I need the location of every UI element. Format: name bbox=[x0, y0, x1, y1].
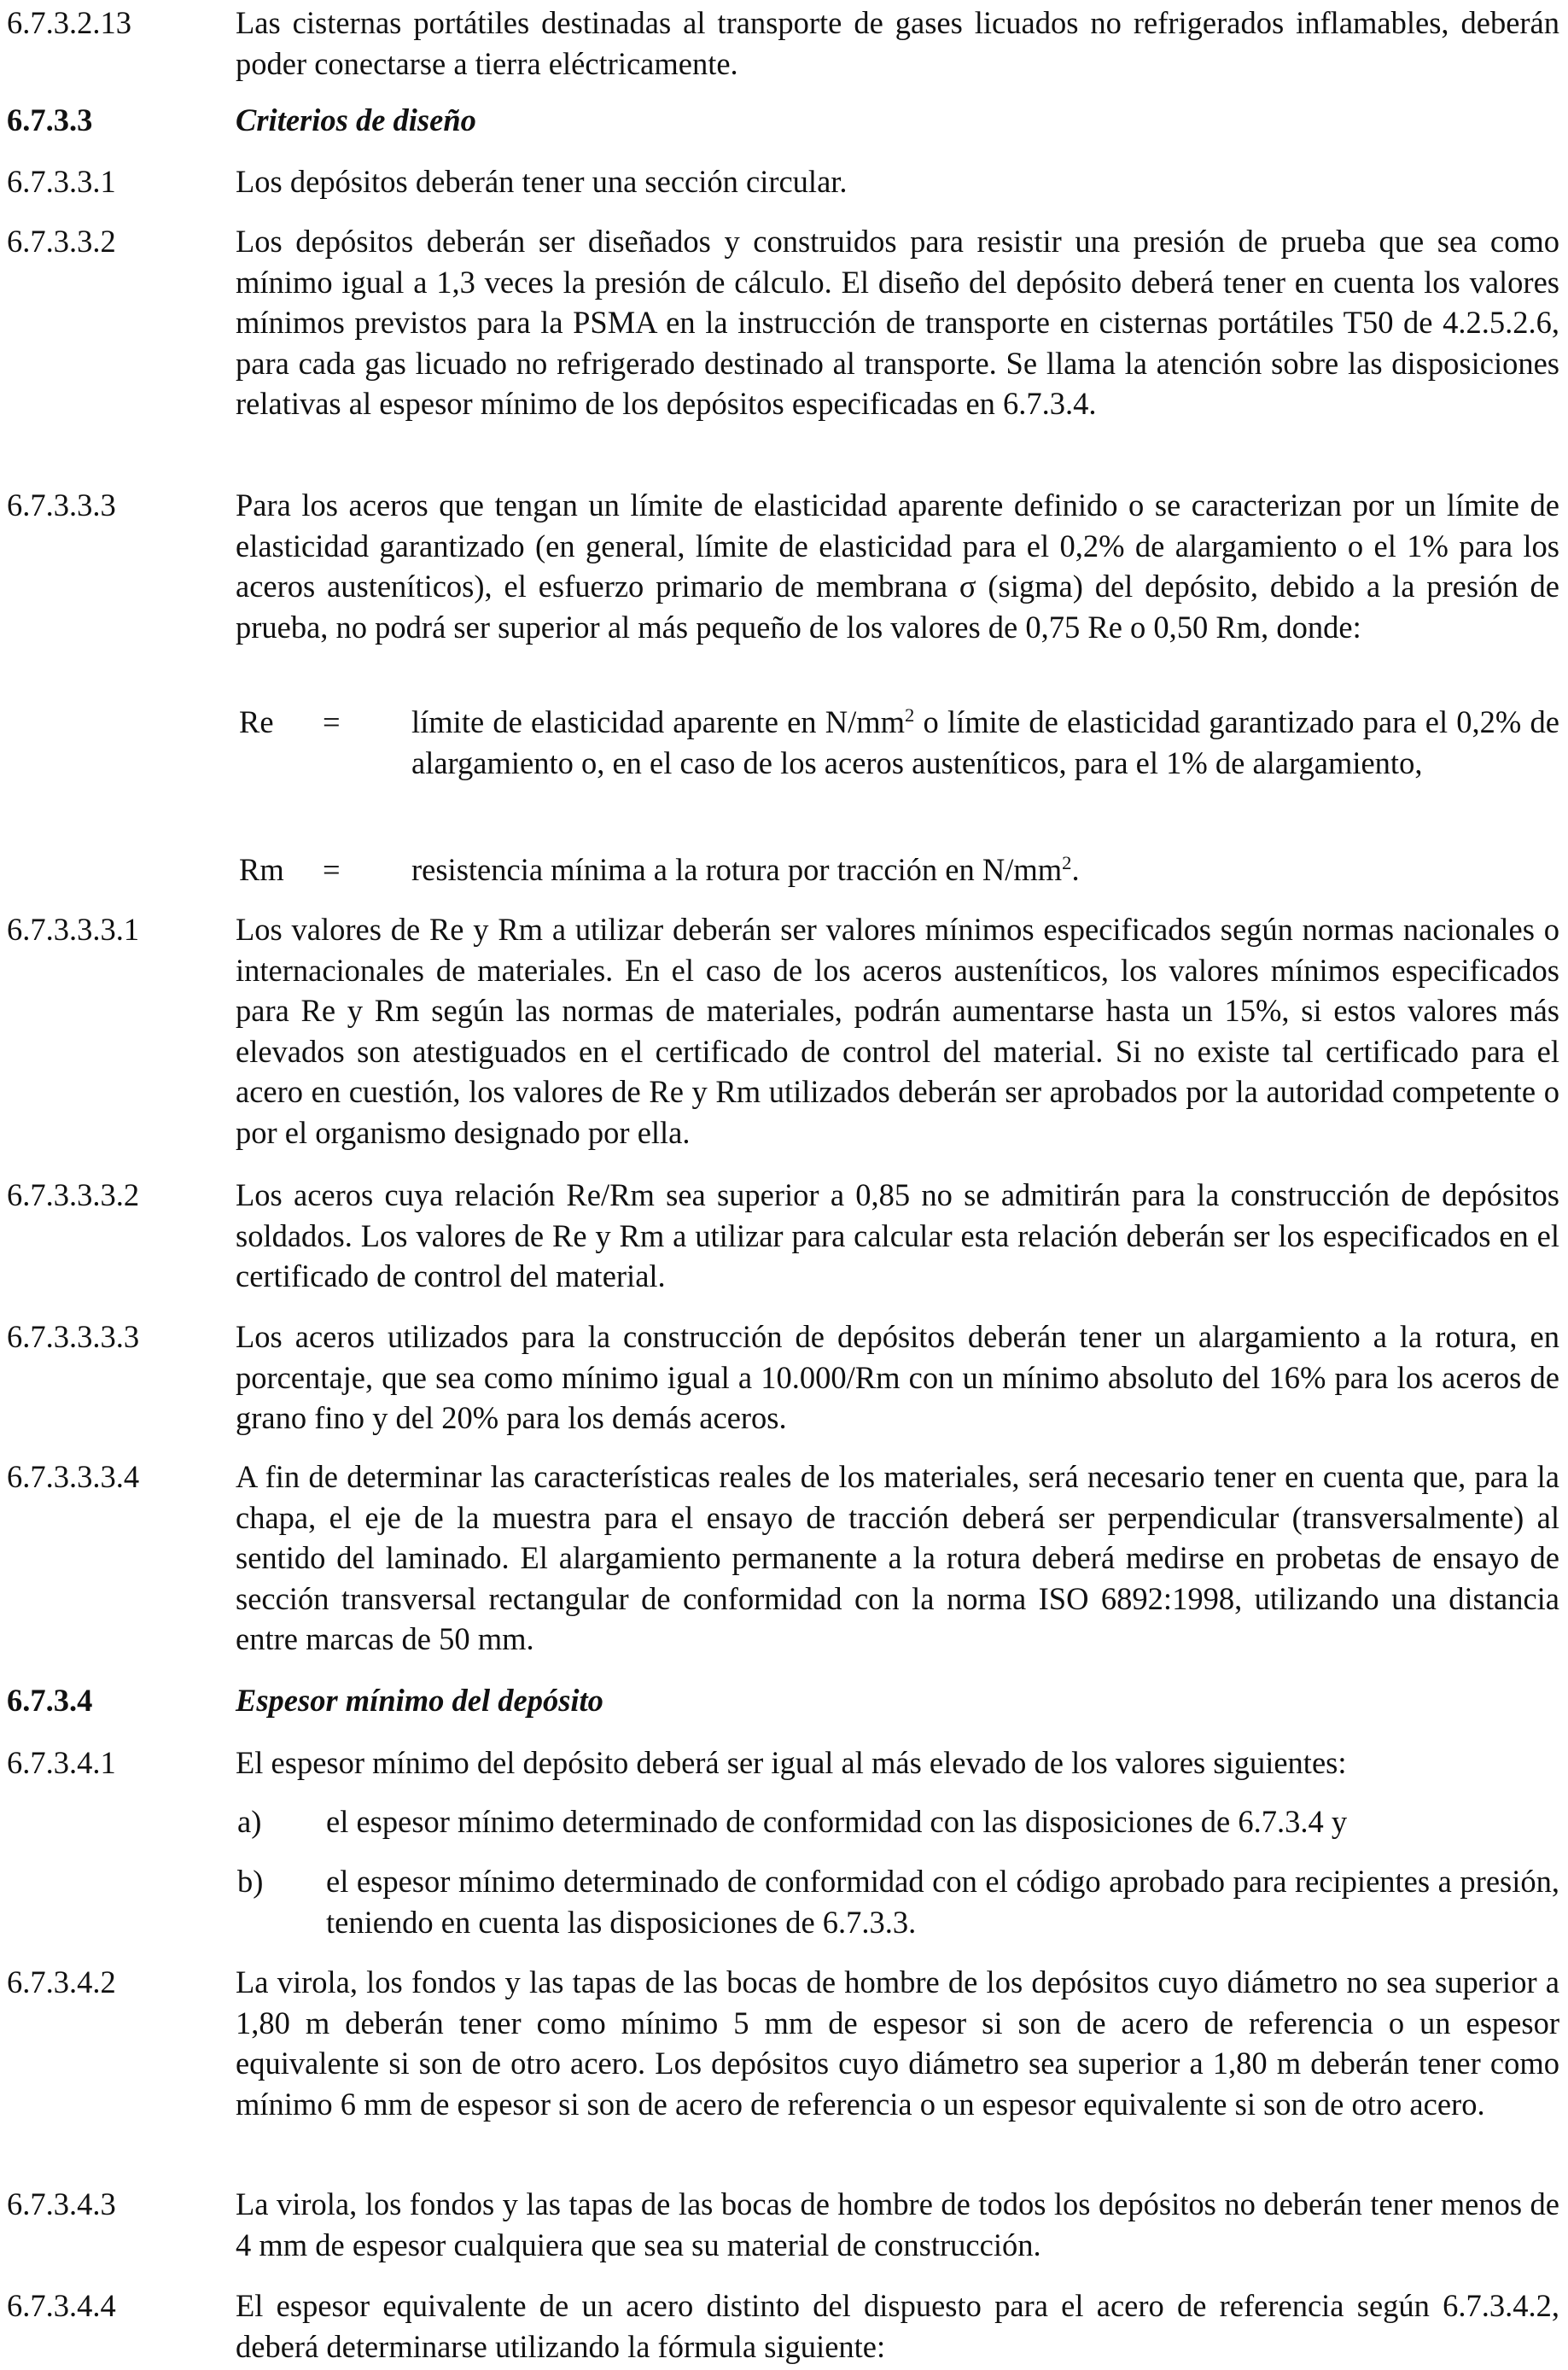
paragraph-number: 6.7.3.4.2 bbox=[7, 1964, 116, 1999]
list-item-a bbox=[0, 1801, 1568, 1842]
paragraph-6-7-3-4-1 bbox=[0, 1742, 1568, 1783]
paragraph-text: El espesor equivalente de un acero distinto del dispuesto para el acero de referencia según 6.7.3.4.2, deberá determinarse utilizando la fórmula siguiente: bbox=[236, 2288, 1559, 2364]
paragraph-text: Los depósitos deberán tener una sección circular. bbox=[236, 164, 848, 199]
list-marker: b) bbox=[237, 1864, 264, 1899]
paragraph-text: Los aceros utilizados para la construcción de depósitos deberán tener un alargamiento a la rotura, en porcentaje, que sea como mínimo igual a 10.000/Rm con un mínimo absoluto del 16% para los aceros de grano fino y del 20% para los demás aceros. bbox=[236, 1319, 1559, 1435]
definition-rm bbox=[0, 849, 1568, 890]
paragraph-number: 6.7.3.3.2 bbox=[7, 224, 116, 259]
paragraph-number: 6.7.3.3.3 bbox=[7, 487, 116, 522]
definition-text-part: resistencia mínima a la rotura por tracción en N/mm bbox=[411, 852, 1063, 887]
paragraph-text: El espesor mínimo del depósito deberá ser igual al más elevado de los valores siguientes: bbox=[236, 1745, 1347, 1780]
paragraph-6-7-3-3-3-2 bbox=[0, 1175, 1568, 1297]
section-number: 6.7.3.3 bbox=[7, 102, 93, 137]
definition-equals: = bbox=[323, 852, 341, 887]
definition-text-part: . bbox=[1071, 852, 1080, 887]
paragraph-number: 6.7.3.3.3.3 bbox=[7, 1319, 140, 1354]
paragraph-text: A fin de determinar las características reales de los materiales, será necesario tener en cuenta que, para la chapa, el eje de la muestra para el ensayo de tracción deberá ser perpendicular (transversalmente) al sentido del laminado. El alargamiento permanente a la rotura deberá medirse en probetas de ensayo de sección transversal rectangular de conformidad con la norma ISO 6892:1998, utilizando una distancia entre marcas de 50 mm. bbox=[236, 1459, 1559, 1656]
definition-text bbox=[411, 849, 1559, 890]
paragraph-6-7-3-3-2 bbox=[0, 221, 1568, 424]
section-title: Espesor mínimo del depósito bbox=[236, 1683, 603, 1718]
definition-term: Rm bbox=[239, 852, 284, 887]
paragraph-6-7-3-4-3 bbox=[0, 2184, 1568, 2265]
paragraph-text: Los valores de Re y Rm a utilizar deberán ser valores mínimos especificados según normas nacionales o internacionales de materiales. En el caso de los aceros austeníticos, los valores mínimos especificados para Re y Rm según las normas de materiales, podrán aumentarse hasta un 15%, si estos valores más elevados son atestiguados en el certificado de control del material. Si no existe tal certificado para el acero en cuestión, los valores de Re y Rm utilizados deberán ser aprobados por la autoridad competente o por el organismo designado por ella. bbox=[236, 912, 1559, 1150]
paragraph-6-7-3-2-13 bbox=[0, 3, 1568, 84]
superscript: 2 bbox=[1062, 851, 1072, 873]
paragraph-number: 6.7.3.3.1 bbox=[7, 164, 116, 199]
definition-text-part: límite de elasticidad aparente en N/mm bbox=[411, 704, 906, 739]
definition-text-part: o límite de elasticidad garantizado para el 0,2% de alargamiento o, en el caso de los aceros austeníticos, para el 1% de alargamiento, bbox=[411, 704, 1559, 780]
definition-equals: = bbox=[323, 704, 341, 739]
paragraph-text: Los aceros cuya relación Re/Rm sea superior a 0,85 no se admitirán para la construcción de depósitos soldados. Los valores de Re y Rm a utilizar para calcular esta relación deberán ser los especificados en el certificado de control del material. bbox=[236, 1177, 1559, 1293]
section-number: 6.7.3.4 bbox=[7, 1683, 93, 1718]
definition-term: Re bbox=[239, 704, 274, 739]
paragraph-number: 6.7.3.3.3.2 bbox=[7, 1177, 140, 1212]
paragraph-6-7-3-3-3-4 bbox=[0, 1456, 1568, 1660]
paragraph-number: 6.7.3.3.3.4 bbox=[7, 1459, 140, 1494]
section-heading-6-7-3-3 bbox=[0, 100, 1568, 141]
paragraph-text: La virola, los fondos y las tapas de las bocas de hombre de todos los depósitos no deberán tener menos de 4 mm de espesor cualquiera que sea su material de construcción. bbox=[236, 2186, 1559, 2262]
paragraph-number: 6.7.3.2.13 bbox=[7, 5, 131, 40]
paragraph-text: La virola, los fondos y las tapas de las bocas de hombre de los depósitos cuyo diámetro no sea superior a 1,80 m deberán tener como mínimo 5 mm de espesor si son de acero de referencia o un espesor equivalente si son de otro acero. Los depósitos cuyo diámetro sea superior a 1,80 m deberán tener como mínimo 6 mm de espesor si son de acero de referencia o un espesor equivalente si son de otro acero. bbox=[236, 1964, 1559, 2122]
section-heading-6-7-3-4 bbox=[0, 1680, 1568, 1721]
section-title: Criterios de diseño bbox=[236, 102, 476, 137]
list-item-b bbox=[0, 1861, 1568, 1942]
paragraph-number: 6.7.3.4.1 bbox=[7, 1745, 116, 1780]
paragraph-6-7-3-4-2 bbox=[0, 1962, 1568, 2124]
paragraph-6-7-3-3-3-3 bbox=[0, 1316, 1568, 1439]
paragraph-number: 6.7.3.4.3 bbox=[7, 2186, 116, 2221]
list-item-text: el espesor mínimo determinado de conformidad con las disposiciones de 6.7.3.4 y bbox=[326, 1804, 1348, 1839]
definition-text bbox=[411, 702, 1559, 783]
paragraph-text: Para los aceros que tengan un límite de elasticidad aparente definido o se caracterizan por un límite de elasticidad garantizado (en general, límite de elasticidad para el 0,2% de alargamiento o el 1% para los aceros austeníticos), el esfuerzo primario de membrana σ (sigma) del depósito, debido a la presión de prueba, no podrá ser superior al más pequeño de los valores de 0,75 Re o 0,50 Rm, donde: bbox=[236, 487, 1559, 645]
paragraph-text: Los depósitos deberán ser diseñados y construidos para resistir una presión de prueba que sea como mínimo igual a 1,3 veces la presión de cálculo. El diseño del depósito deberá tener en cuenta los valores mínimos previstos para la PSMA en la instrucción de transporte en cisternas portátiles T50 de 4.2.5.2.6, para cada gas licuado no refrigerado destinado al transporte. Se llama la atención sobre las disposiciones relativas al espesor mínimo de los depósitos especificadas en 6.7.3.4. bbox=[236, 224, 1559, 421]
paragraph-number: 6.7.3.4.4 bbox=[7, 2288, 116, 2323]
paragraph-6-7-3-3-3 bbox=[0, 485, 1568, 647]
paragraph-6-7-3-3-1 bbox=[0, 161, 1568, 202]
list-item-text: el espesor mínimo determinado de conformidad con el código aprobado para recipientes a presión, teniendo en cuenta las disposiciones de 6.7.3.3. bbox=[326, 1864, 1559, 1940]
paragraph-number: 6.7.3.3.3.1 bbox=[7, 912, 140, 947]
definition-re bbox=[0, 702, 1568, 783]
paragraph-6-7-3-4-4 bbox=[0, 2285, 1568, 2367]
paragraph-6-7-3-3-3-1 bbox=[0, 909, 1568, 1153]
paragraph-text: Las cisternas portátiles destinadas al transporte de gases licuados no refrigerados inflamables, deberán poder conectarse a tierra eléctricamente. bbox=[236, 5, 1559, 81]
superscript: 2 bbox=[905, 703, 915, 726]
list-marker: a) bbox=[237, 1804, 262, 1839]
